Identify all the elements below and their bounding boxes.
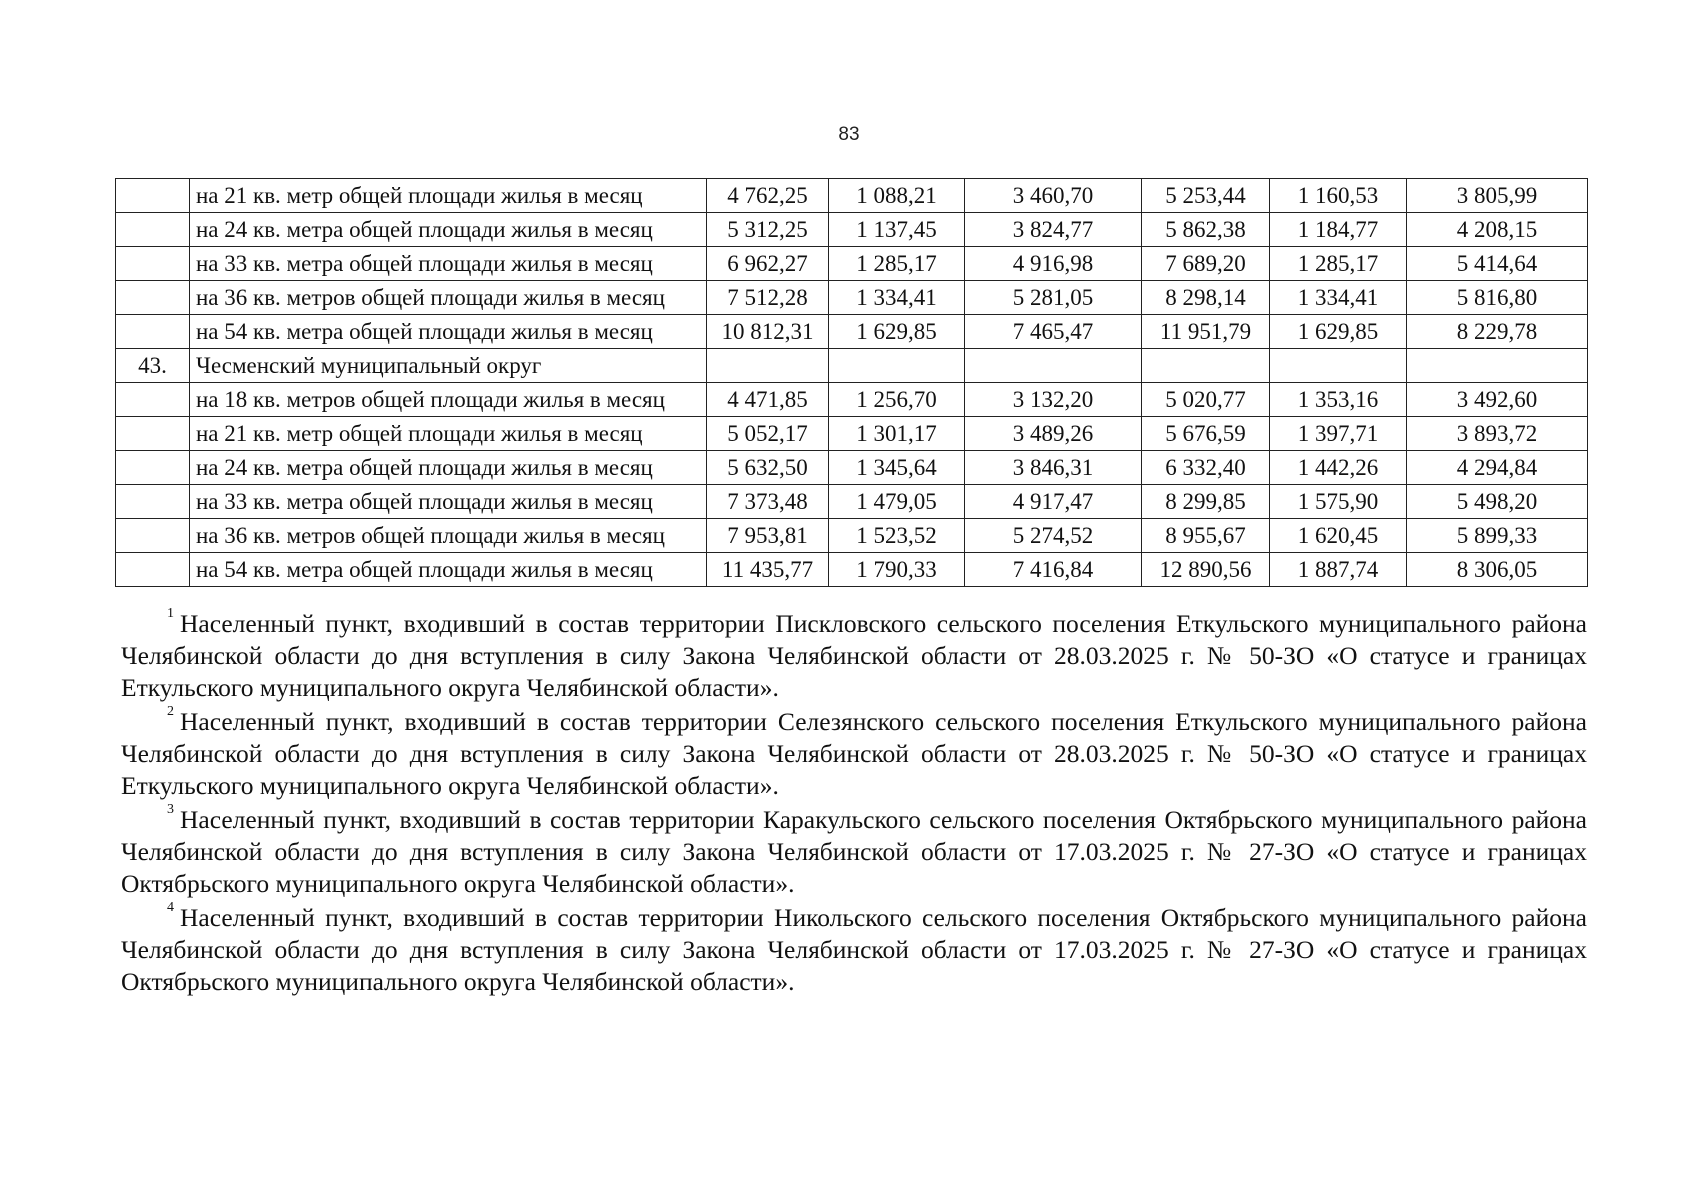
value-cell-6: 8 306,05 [1407, 553, 1588, 587]
row-number-cell [116, 247, 190, 281]
value-cell-5: 1 629,85 [1270, 315, 1407, 349]
footnote-4 [121, 902, 1587, 998]
value-cell-2: 1 256,70 [829, 383, 965, 417]
value-cell-5: 1 887,74 [1270, 553, 1407, 587]
table-body [116, 179, 1588, 587]
value-cell-6: 3 805,99 [1407, 179, 1588, 213]
footnote-text: Населенный пункт, входивший в состав территории Селезянского сельского поселения Еткульского муниципального района Челябинской области до дня вступления в силу Закона Челябинской области от 28.03.2025 г. № 50-ЗО «О статусе и границах Еткульского муниципального округа Челябинской области». [121, 707, 1587, 800]
row-description-cell: на 24 кв. метра общей площади жилья в месяц [190, 451, 707, 485]
value-cell-3: 5 274,52 [965, 519, 1142, 553]
value-cell-1: 6 962,27 [707, 247, 829, 281]
table-row [116, 451, 1588, 485]
value-cell-5: 1 285,17 [1270, 247, 1407, 281]
footnote-mark: 3 [167, 802, 174, 817]
value-cell-2: 1 479,05 [829, 485, 965, 519]
value-cell-3: 3 132,20 [965, 383, 1142, 417]
value-cell-2: 1 334,41 [829, 281, 965, 315]
table-row [116, 519, 1588, 553]
value-cell-5: 1 575,90 [1270, 485, 1407, 519]
value-cell-4: 5 020,77 [1142, 383, 1270, 417]
value-cell-3: 3 846,31 [965, 451, 1142, 485]
value-cell-3: 3 824,77 [965, 213, 1142, 247]
value-cell-1: 11 435,77 [707, 553, 829, 587]
row-description-cell: на 54 кв. метра общей площади жилья в месяц [190, 315, 707, 349]
row-description-cell: на 21 кв. метр общей площади жилья в месяц [190, 417, 707, 451]
value-cell-4: 5 862,38 [1142, 213, 1270, 247]
value-cell-6: 5 498,20 [1407, 485, 1588, 519]
value-cell-4: 7 689,20 [1142, 247, 1270, 281]
value-cell-2: 1 345,64 [829, 451, 965, 485]
value-cell-2: 1 285,17 [829, 247, 965, 281]
row-number-cell [116, 281, 190, 315]
value-cell-5: 1 184,77 [1270, 213, 1407, 247]
footnote-mark: 1 [167, 606, 174, 621]
value-cell-3: 7 416,84 [965, 553, 1142, 587]
row-description-cell: на 21 кв. метр общей площади жилья в месяц [190, 179, 707, 213]
footnote-mark: 2 [167, 704, 174, 719]
table-row [116, 179, 1588, 213]
value-cell-4: 12 890,56 [1142, 553, 1270, 587]
row-number-cell: 43. [116, 349, 190, 383]
row-number-cell [116, 315, 190, 349]
footnotes [121, 608, 1587, 1000]
footnote-3 [121, 804, 1587, 900]
value-cell-3 [965, 349, 1142, 383]
row-number-cell [116, 213, 190, 247]
footnote-text: Населенный пункт, входивший в состав территории Пискловского сельского поселения Еткульского муниципального района Челябинской области до дня вступления в силу Закона Челябинской области от 28.03.2025 г. № 50-ЗО «О статусе и границах Еткульского муниципального округа Челябинской области». [121, 609, 1587, 702]
table-row [116, 553, 1588, 587]
value-cell-4: 8 298,14 [1142, 281, 1270, 315]
section-title-cell: Чесменский муниципальный округ [190, 349, 707, 383]
value-cell-1: 7 512,28 [707, 281, 829, 315]
value-cell-2 [829, 349, 965, 383]
table-row [116, 315, 1588, 349]
footnote-text: Населенный пункт, входивший в состав территории Каракульского сельского поселения Октябрьского муниципального района Челябинской области до дня вступления в силу Закона Челябинской области от 17.03.2025 г. № 27-ЗО «О статусе и границах Октябрьского муниципального округа Челябинской области». [121, 805, 1587, 898]
value-cell-6: 8 229,78 [1407, 315, 1588, 349]
value-cell-3: 7 465,47 [965, 315, 1142, 349]
row-number-cell [116, 417, 190, 451]
value-cell-4: 11 951,79 [1142, 315, 1270, 349]
row-number-cell [116, 179, 190, 213]
value-cell-1: 7 373,48 [707, 485, 829, 519]
value-cell-1: 5 312,25 [707, 213, 829, 247]
value-cell-5: 1 442,26 [1270, 451, 1407, 485]
table-row-section [116, 349, 1588, 383]
row-description-cell: на 33 кв. метра общей площади жилья в месяц [190, 485, 707, 519]
value-cell-5: 1 160,53 [1270, 179, 1407, 213]
value-cell-5: 1 353,16 [1270, 383, 1407, 417]
value-cell-4: 8 955,67 [1142, 519, 1270, 553]
row-number-cell [116, 553, 190, 587]
value-cell-5: 1 620,45 [1270, 519, 1407, 553]
row-number-cell [116, 383, 190, 417]
value-cell-3: 5 281,05 [965, 281, 1142, 315]
row-description-cell: на 24 кв. метра общей площади жилья в месяц [190, 213, 707, 247]
value-cell-6 [1407, 349, 1588, 383]
value-cell-2: 1 301,17 [829, 417, 965, 451]
row-number-cell [116, 451, 190, 485]
value-cell-4: 8 299,85 [1142, 485, 1270, 519]
value-cell-1: 4 471,85 [707, 383, 829, 417]
value-cell-2: 1 088,21 [829, 179, 965, 213]
footnote-text: Населенный пункт, входивший в состав территории Никольского сельского поселения Октябрьского муниципального района Челябинской области до дня вступления в силу Закона Челябинской области от 17.03.2025 г. № 27-ЗО «О статусе и границах Октябрьского муниципального округа Челябинской области». [121, 903, 1587, 996]
value-cell-6: 3 492,60 [1407, 383, 1588, 417]
value-cell-1 [707, 349, 829, 383]
value-cell-6: 4 294,84 [1407, 451, 1588, 485]
value-cell-4: 5 676,59 [1142, 417, 1270, 451]
row-description-cell: на 18 кв. метров общей площади жилья в месяц [190, 383, 707, 417]
table-row [116, 383, 1588, 417]
value-cell-2: 1 137,45 [829, 213, 965, 247]
row-number-cell [116, 519, 190, 553]
table-row [116, 417, 1588, 451]
value-cell-1: 4 762,25 [707, 179, 829, 213]
footnote-1 [121, 608, 1587, 704]
table-row [116, 281, 1588, 315]
value-cell-1: 5 632,50 [707, 451, 829, 485]
value-cell-2: 1 629,85 [829, 315, 965, 349]
value-cell-3: 3 460,70 [965, 179, 1142, 213]
value-cell-6: 5 414,64 [1407, 247, 1588, 281]
value-cell-1: 5 052,17 [707, 417, 829, 451]
table-row [116, 213, 1588, 247]
row-description-cell: на 54 кв. метра общей площади жилья в месяц [190, 553, 707, 587]
footnote-2 [121, 706, 1587, 802]
value-cell-2: 1 790,33 [829, 553, 965, 587]
value-cell-3: 4 917,47 [965, 485, 1142, 519]
row-number-cell [116, 485, 190, 519]
value-cell-4 [1142, 349, 1270, 383]
value-cell-3: 4 916,98 [965, 247, 1142, 281]
value-cell-1: 10 812,31 [707, 315, 829, 349]
value-cell-5: 1 397,71 [1270, 417, 1407, 451]
value-cell-4: 6 332,40 [1142, 451, 1270, 485]
row-description-cell: на 36 кв. метров общей площади жилья в месяц [190, 281, 707, 315]
row-description-cell: на 36 кв. метров общей площади жилья в месяц [190, 519, 707, 553]
value-cell-4: 5 253,44 [1142, 179, 1270, 213]
table-row [116, 485, 1588, 519]
table-row [116, 247, 1588, 281]
value-cell-6: 3 893,72 [1407, 417, 1588, 451]
value-cell-6: 4 208,15 [1407, 213, 1588, 247]
value-cell-5: 1 334,41 [1270, 281, 1407, 315]
value-cell-5 [1270, 349, 1407, 383]
value-cell-2: 1 523,52 [829, 519, 965, 553]
footnote-mark: 4 [167, 900, 174, 915]
page-number: 83 [838, 124, 860, 145]
value-cell-6: 5 816,80 [1407, 281, 1588, 315]
value-cell-1: 7 953,81 [707, 519, 829, 553]
value-cell-3: 3 489,26 [965, 417, 1142, 451]
data-table [115, 178, 1588, 587]
value-cell-6: 5 899,33 [1407, 519, 1588, 553]
row-description-cell: на 33 кв. метра общей площади жилья в месяц [190, 247, 707, 281]
